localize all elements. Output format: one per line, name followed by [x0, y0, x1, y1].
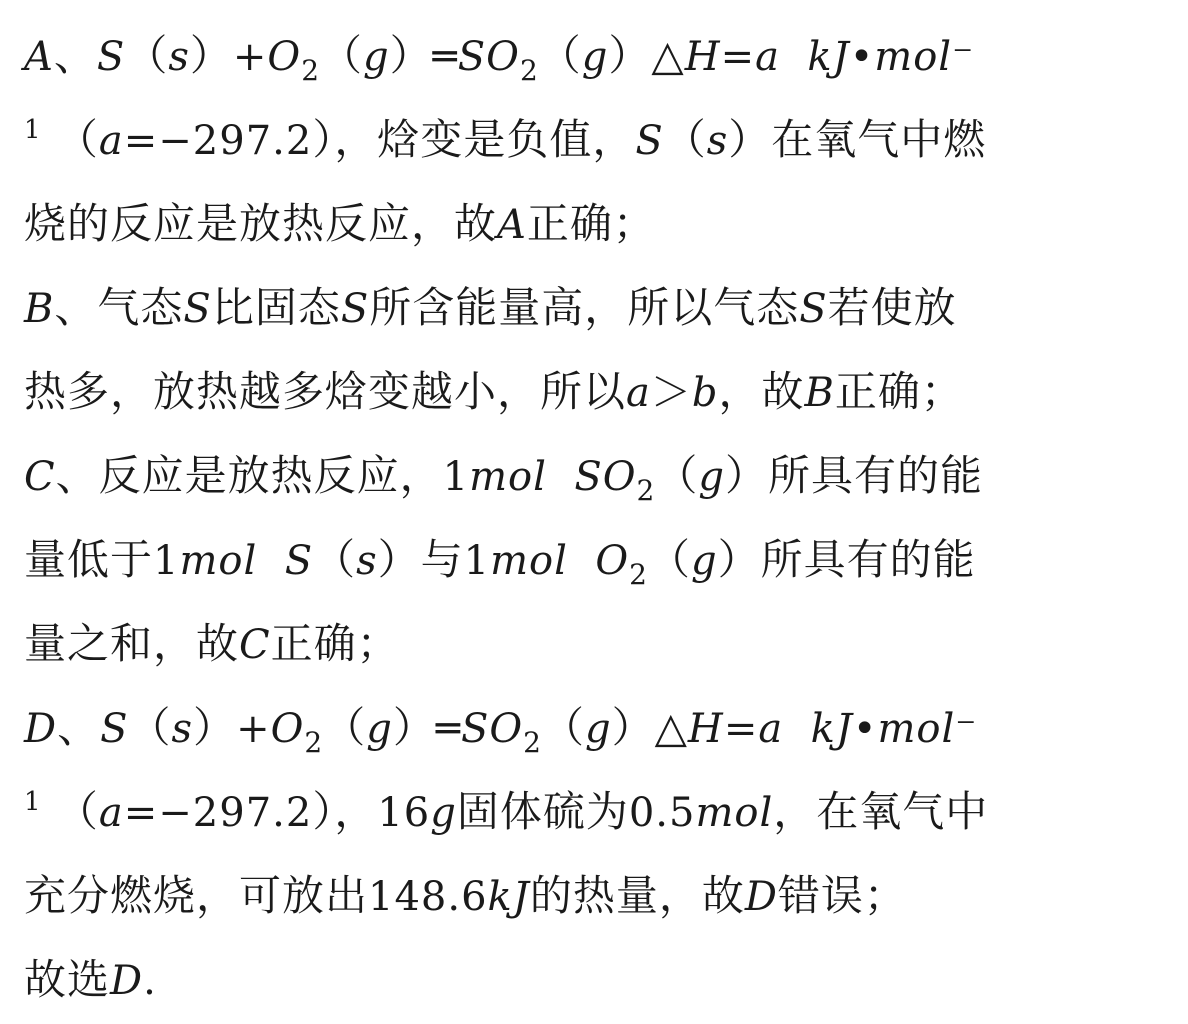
math-segment: s	[356, 538, 378, 584]
text-segment: ）与	[377, 535, 464, 584]
math-segment: mol	[877, 706, 956, 752]
text-segment: 量低于	[24, 535, 154, 584]
math-segment: S	[96, 34, 126, 80]
line-final-answer	[24, 950, 157, 1010]
text-segment: ），焓变是负值，	[312, 115, 636, 164]
math-segment: g	[363, 34, 390, 80]
text-segment: ，在氧气中	[773, 787, 989, 836]
math-segment: •	[849, 34, 875, 80]
text-segment: △	[651, 31, 685, 80]
math-segment: 1	[153, 538, 180, 584]
text-segment: （	[323, 703, 367, 752]
text-segment: （	[647, 535, 691, 584]
math-segment: mol	[695, 790, 774, 836]
line-option-d-conclusion	[24, 866, 907, 926]
math-segment: s	[168, 34, 190, 80]
line-option-c-continued	[24, 530, 976, 590]
text-segment: ）所具有的能	[717, 535, 976, 584]
math-segment: a kJ	[758, 706, 853, 752]
text-segment: ）	[611, 703, 655, 752]
text-segment: （	[128, 703, 172, 752]
text-segment: （	[41, 115, 99, 164]
math-segment: 2	[301, 54, 321, 87]
text-segment: 烧的反应是放热反应，故	[24, 199, 498, 248]
math-segment: ⁻	[955, 706, 978, 752]
math-segment: =	[720, 34, 756, 80]
math-segment: a	[98, 790, 124, 836]
math-segment: a kJ	[755, 34, 850, 80]
math-segment: kJ	[487, 874, 530, 920]
math-segment: D	[110, 958, 144, 1004]
math-segment: =	[723, 706, 759, 752]
math-segment: g	[691, 538, 718, 584]
line-option-a-explanation	[24, 110, 986, 170]
text-segment: （	[41, 787, 99, 836]
math-segment: ═	[435, 706, 461, 752]
math-segment: g	[366, 706, 393, 752]
math-segment: C	[239, 622, 271, 668]
math-segment: b	[691, 370, 719, 416]
math-segment: g	[698, 454, 725, 500]
text-segment: ）	[392, 703, 436, 752]
math-segment: 16	[377, 790, 431, 836]
math-segment: SO	[457, 34, 520, 80]
math-segment: ⁻	[952, 34, 975, 80]
math-segment: 2	[519, 54, 539, 87]
math-segment: C	[24, 454, 56, 500]
line-option-c-conclusion	[24, 614, 400, 674]
text-segment: （	[538, 31, 582, 80]
math-segment: g	[584, 706, 612, 752]
line-option-c-explanation	[24, 446, 983, 506]
text-segment: ）	[193, 703, 237, 752]
text-segment: 、	[57, 703, 101, 752]
text-segment: （	[313, 535, 357, 584]
text-segment: ）	[608, 31, 652, 80]
text-segment: 若使放	[827, 283, 957, 332]
text-segment: ）	[189, 31, 233, 80]
math-segment: s	[171, 706, 194, 752]
text-segment: 固体硫为	[456, 787, 629, 836]
text-segment: 、	[53, 31, 97, 80]
text-segment: 量之和，故	[24, 619, 240, 668]
math-segment: SO	[460, 706, 524, 752]
math-segment: 2	[636, 474, 656, 507]
math-segment: mol S	[179, 538, 314, 584]
text-segment: （	[125, 31, 169, 80]
text-segment: 错误；	[777, 871, 907, 920]
text-segment: △	[654, 703, 688, 752]
math-segment: H	[684, 34, 721, 80]
math-segment: A	[497, 202, 527, 248]
text-segment: 、反应是放热反应，	[55, 451, 443, 500]
math-segment: B	[804, 370, 835, 416]
math-segment: a	[626, 370, 651, 416]
math-segment: 1	[24, 787, 42, 817]
text-segment: （	[663, 115, 707, 164]
line-option-b-conclusion	[24, 362, 964, 422]
line-option-b-explanation	[24, 278, 957, 338]
text-segment: 故选	[24, 955, 111, 1004]
math-segment: S	[183, 286, 212, 332]
math-segment: 148.6	[368, 874, 488, 920]
text-segment: ，故	[718, 367, 805, 416]
line-option-d-explanation	[24, 782, 988, 842]
math-segment: S	[100, 706, 129, 752]
math-segment: 0.5	[628, 790, 696, 836]
text-segment: （	[541, 703, 585, 752]
math-segment: ＞	[650, 370, 692, 416]
text-segment: ）所具有的能	[724, 451, 983, 500]
text-segment: （	[320, 31, 364, 80]
text-segment: 、气态	[54, 283, 184, 332]
math-segment: S	[635, 118, 664, 164]
math-segment: 2	[523, 726, 542, 759]
text-segment: 所含能量高，所以气态	[369, 283, 800, 332]
math-segment: 1	[463, 538, 491, 584]
text-segment: 充分燃烧，可放出	[24, 871, 369, 920]
text-segment: （	[655, 451, 699, 500]
text-segment: 正确；	[526, 199, 656, 248]
math-segment: ═	[432, 34, 458, 80]
line-option-d-equation	[24, 698, 977, 758]
math-segment: a	[98, 118, 124, 164]
math-segment: 2	[629, 558, 648, 591]
math-segment: g	[581, 34, 609, 80]
math-segment: O	[267, 34, 302, 80]
math-segment: A	[24, 34, 54, 80]
math-segment: mol O	[490, 538, 630, 584]
math-segment: S	[340, 286, 370, 332]
math-segment: B	[24, 286, 55, 332]
text-segment: ），	[312, 787, 378, 836]
math-segment: 1	[442, 454, 470, 500]
math-segment: s	[706, 118, 729, 164]
text-segment: 的热量，故	[529, 871, 745, 920]
line-option-a-equation	[24, 26, 974, 86]
text-segment: 正确；	[834, 367, 964, 416]
math-segment: S	[799, 286, 828, 332]
math-segment: D	[24, 706, 58, 752]
math-segment: 2	[304, 726, 324, 759]
text-segment: ）	[389, 31, 433, 80]
math-segment: 1	[24, 115, 42, 145]
math-segment: =−297.2	[123, 790, 313, 836]
math-segment: +	[232, 34, 268, 80]
math-segment: D	[744, 874, 778, 920]
line-option-a-conclusion	[24, 194, 656, 254]
math-segment: mol	[874, 34, 953, 80]
math-segment: mol SO	[469, 454, 637, 500]
math-segment: •	[852, 706, 878, 752]
text-segment: 热多，放热越多焓变越小，所以	[24, 367, 627, 416]
text-segment: 比固态	[211, 283, 341, 332]
text-segment: 正确；	[270, 619, 400, 668]
math-segment: O	[270, 706, 305, 752]
math-segment: g	[430, 790, 457, 836]
math-segment: =−297.2	[123, 118, 313, 164]
math-segment: H	[687, 706, 724, 752]
math-segment: +	[236, 706, 271, 752]
text-segment: ）在氧气中燃	[728, 115, 987, 164]
math-segment: .	[143, 958, 157, 1004]
